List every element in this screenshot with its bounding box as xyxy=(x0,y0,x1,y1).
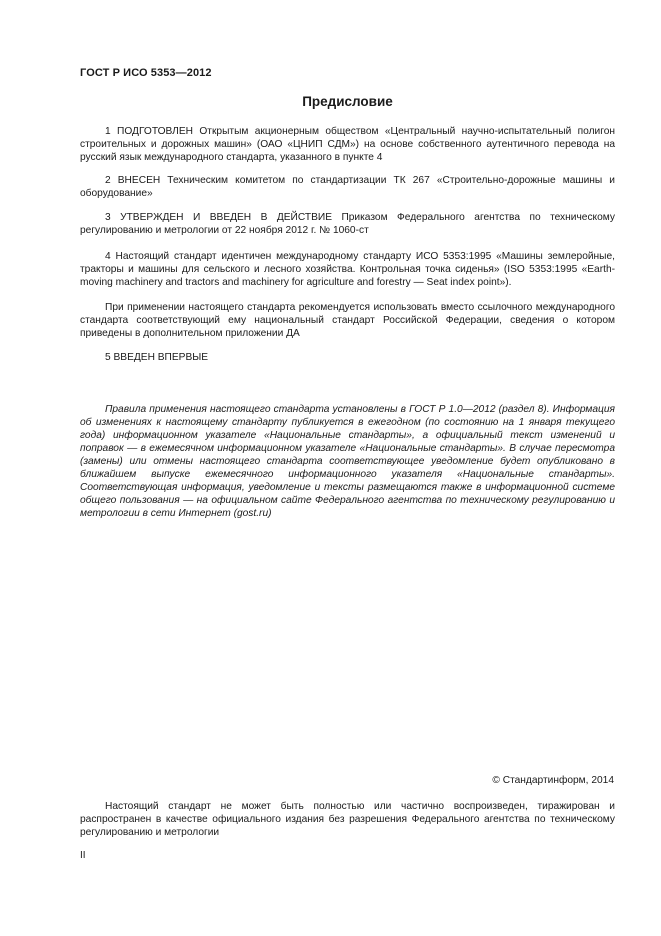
application-rules-notice: Правила применения настоящего стандарта установлены в ГОСТ Р 1.0—2012 (раздел 8). Информация об изменениях к настоящему стандарту публикуется в ежегодном (по состоянию на 1 января текущего года) информационном указателе «Национальные стандарты», а официальный текст изменений и поправок — в ежемесячном информационном указателе «Национальные стандарты». В случае пересмотра (замены) или отмены настоящего стандарта соответствующее уведомление будет опубликовано в ближайшем выпуске ежемесячного информационного указателя «Национальные стандарты». Соответствующая информация, уведомление и тексты размещаются также в информационной системе общего пользования — на официальном сайте Федерального агентства по техническому регулированию и метрологии в сети Интернет (gost.ru) xyxy=(80,404,615,519)
copyright-line: © Стандартинформ, 2014 xyxy=(492,775,614,786)
page-title: Предисловие xyxy=(302,94,393,109)
document-header: ГОСТ Р ИСО 5353—2012 xyxy=(80,67,212,79)
paragraph-3-approved: 3 УТВЕРЖДЕН И ВВЕДЕН В ДЕЙСТВИЕ Приказом Федерального агентства по техническому регулированию и метрологии от 22 ноября 2012 г. № 1060-ст xyxy=(80,212,615,236)
paragraph-4-application-note: При применении настоящего стандарта рекомендуется использовать вместо ссылочного международного стандарта соответствующий ему национальный стандарт Российской Федерации, сведения о котором приведены в дополнительном приложении ДА xyxy=(80,302,615,339)
page-number: II xyxy=(80,850,86,861)
paragraph-2-submitted: 2 ВНЕСЕН Техническим комитетом по стандартизации ТК 267 «Строительно-дорожные машины и оборудование» xyxy=(80,175,615,199)
reproduction-notice: Настоящий стандарт не может быть полностью или частично воспроизведен, тиражирован и распространен в качестве официального издания без разрешения Федерального агентства по техническому регулированию и метрологии xyxy=(80,801,615,838)
paragraph-5-introduced: 5 ВВЕДЕН ВПЕРВЫЕ xyxy=(105,352,209,363)
paragraph-1-prepared: 1 ПОДГОТОВЛЕН Открытым акционерным обществом «Центральный научно-испытательный полигон строительных и дорожных машин» (ОАО «ЦНИП СДМ») на основе собственного аутентичного перевода на русский язык международного стандарта, указанного в пункте 4 xyxy=(80,126,615,163)
paragraph-4-identical: 4 Настоящий стандарт идентичен международному стандарту ИСО 5353:1995 «Машины землеройные, тракторы и машины для сельского и лесного хозяйства. Контрольная точка сиденья» (ISO 5353:1995 «Earth-moving machinery and tractors and machinery for agriculture and forestry — Seat index point»). xyxy=(80,251,615,288)
